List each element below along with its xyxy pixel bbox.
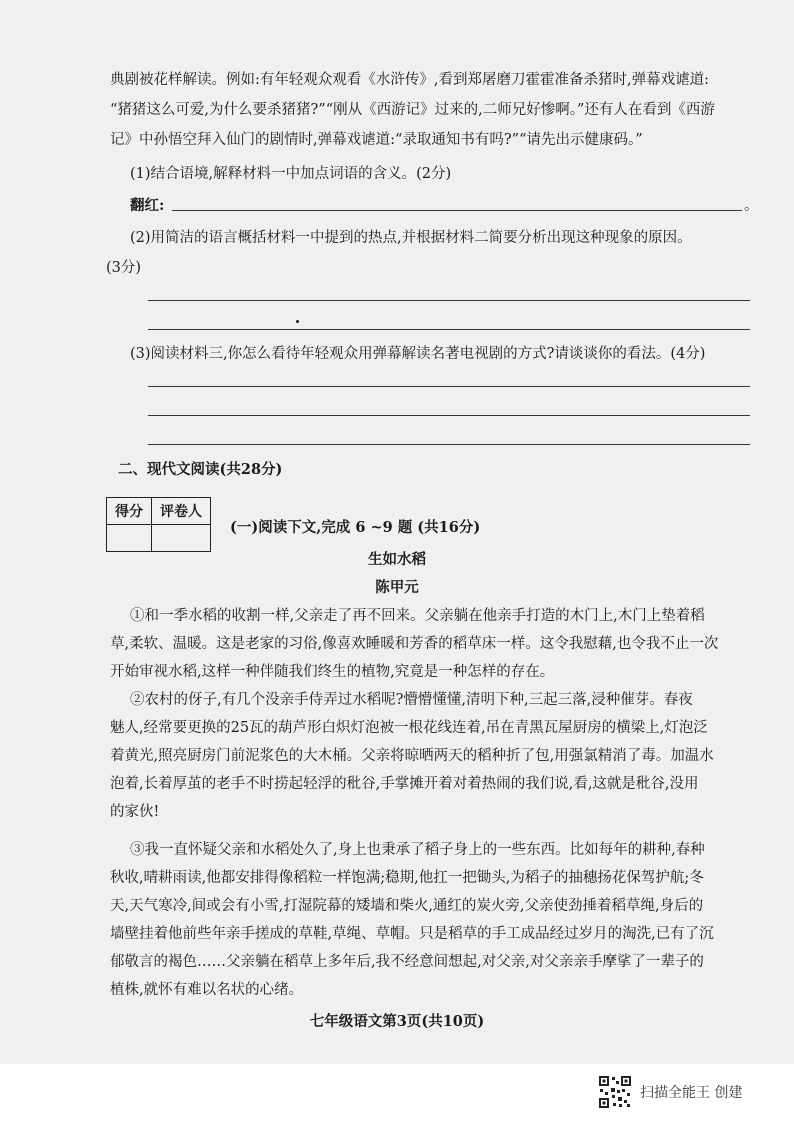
watermark-text: 扫描全能王 创建 (640, 1085, 743, 1101)
question-2-score: (3分) (106, 260, 142, 276)
answer-line-q3-2[interactable] (148, 415, 750, 416)
answer-line-q2-1[interactable] (148, 300, 750, 301)
paragraph-1-line-3: 开始审视水稻,这样一种伴随我们终生的植物,究竟是一种怎样的存在。 (110, 664, 555, 680)
question-1-label: 翻红: (130, 197, 165, 214)
answer-line-q3-3[interactable] (148, 444, 750, 445)
question-3: (3)阅读材料三,你怎么看待年轻观众用弹幕解读名著电视剧的方式?请谈谈你的看法。(4分) (130, 346, 706, 362)
answer-line-q3-1[interactable] (148, 386, 750, 387)
qr-code-icon (598, 1075, 632, 1109)
score-header: 得分 (107, 498, 152, 525)
material-line-2: “猪猪这么可爱,为什么要杀猪猪?”“刚从《西游记》过来的,二师兄好惨啊。”还有人在看到《西游 (110, 102, 715, 118)
material-line-1: 典剧被花样解读。例如:有年轻观众观看《水浒传》,看到郑屠磨刀霍霍准备杀猪时,弹幕戏谑道: (110, 72, 709, 88)
paragraph-2-line-4: 泡着,长着厚茧的老手不时捞起轻浮的秕谷,手掌摊开着对着热闹的我们说,看,这就是秕谷,没用 (110, 776, 699, 792)
paragraph-3-line-2: 秋收,晴耕雨读,他都安排得像稻粒一样饱满;稳期,他扛一把锄头,为稻子的抽穗扬花保驾护航;冬 (110, 870, 704, 886)
paragraph-2-line-5: 的家伙! (110, 804, 160, 820)
answer-line-q2-2[interactable] (148, 329, 750, 330)
answer-line-q1[interactable] (172, 210, 742, 211)
article-author: 陈甲元 (375, 579, 419, 596)
question-2: (2)用简洁的语言概括材料一中提到的热点,并根据材料二简要分析出现这种现象的原因。 (130, 230, 692, 246)
grader-header: 评卷人 (152, 498, 211, 525)
question-1-period: 。 (744, 198, 759, 214)
score-table (106, 497, 211, 552)
page-footer: 七年级语文第3页(共10页) (309, 1013, 485, 1030)
paragraph-2-line-1: ②农村的伢子,有几个没亲手侍弄过水稻呢?懵懵懂懂,清明下种,三起三落,浸种催芽。春夜 (130, 692, 693, 708)
article-title: 生如水稻 (368, 551, 426, 568)
question-1: (1)结合语境,解释材料一中加点词语的含义。(2分) (130, 166, 452, 182)
paragraph-3-line-4: 墙壁挂着他前些年亲手搓成的草鞋,草绳、草帽。只是稻草的手工成品经过岁月的淘洗,已有了沉 (110, 926, 714, 942)
paragraph-2-line-2: 魅人,经常要更换的25瓦的葫芦形白炽灯泡被一根花线连着,吊在青黑瓦屋厨房的横梁上,灯泡泛 (110, 720, 708, 736)
paragraph-2-line-3: 着黄光,照亮厨房门前泥浆色的大木桶。父亲将晾晒两天的稻种折了包,用强氯精消了毒。加温水 (110, 748, 714, 764)
paragraph-1-line-1: ①和一季水稻的收割一样,父亲走了再不回来。父亲躺在他亲手打造的木门上,木门上垫着稻 (130, 608, 705, 624)
paragraph-3-line-1: ③我一直怀疑父亲和水稻处久了,身上也秉承了稻子身上的一些东西。比如每年的耕种,春种 (130, 842, 705, 858)
section-2-heading: 二、现代文阅读(共28分) (118, 461, 283, 478)
part-1-instruction: (一)阅读下文,完成 6 ~9 题 (共16分) (230, 519, 481, 536)
scan-speck (296, 320, 299, 323)
paragraph-3-line-3: 天,天气寒冷,间或会有小雪,打湿院幕的矮墙和柴火,通红的炭火旁,父亲使劲捶着稻草绳,身后的 (110, 898, 704, 914)
paragraph-1-line-2: 草,柔软、温暖。这是老家的习俗,像喜欢睡暖和芳香的稻草床一样。这令我慰藉,也令我不止一次 (110, 636, 719, 652)
material-line-3: 记》中孙悟空拜入仙门的剧情时,弹幕戏谑道:“录取通知书有吗?”“请先出示健康码。” (110, 132, 643, 148)
paragraph-3-line-6: 植株,就怀有难以名状的心绪。 (110, 982, 304, 998)
paragraph-3-line-5: 郁敬言的褐色……父亲躺在稻草上多年后,我不经意间想起,对父亲,对父亲亲手摩挲了一辈子的 (110, 954, 704, 970)
